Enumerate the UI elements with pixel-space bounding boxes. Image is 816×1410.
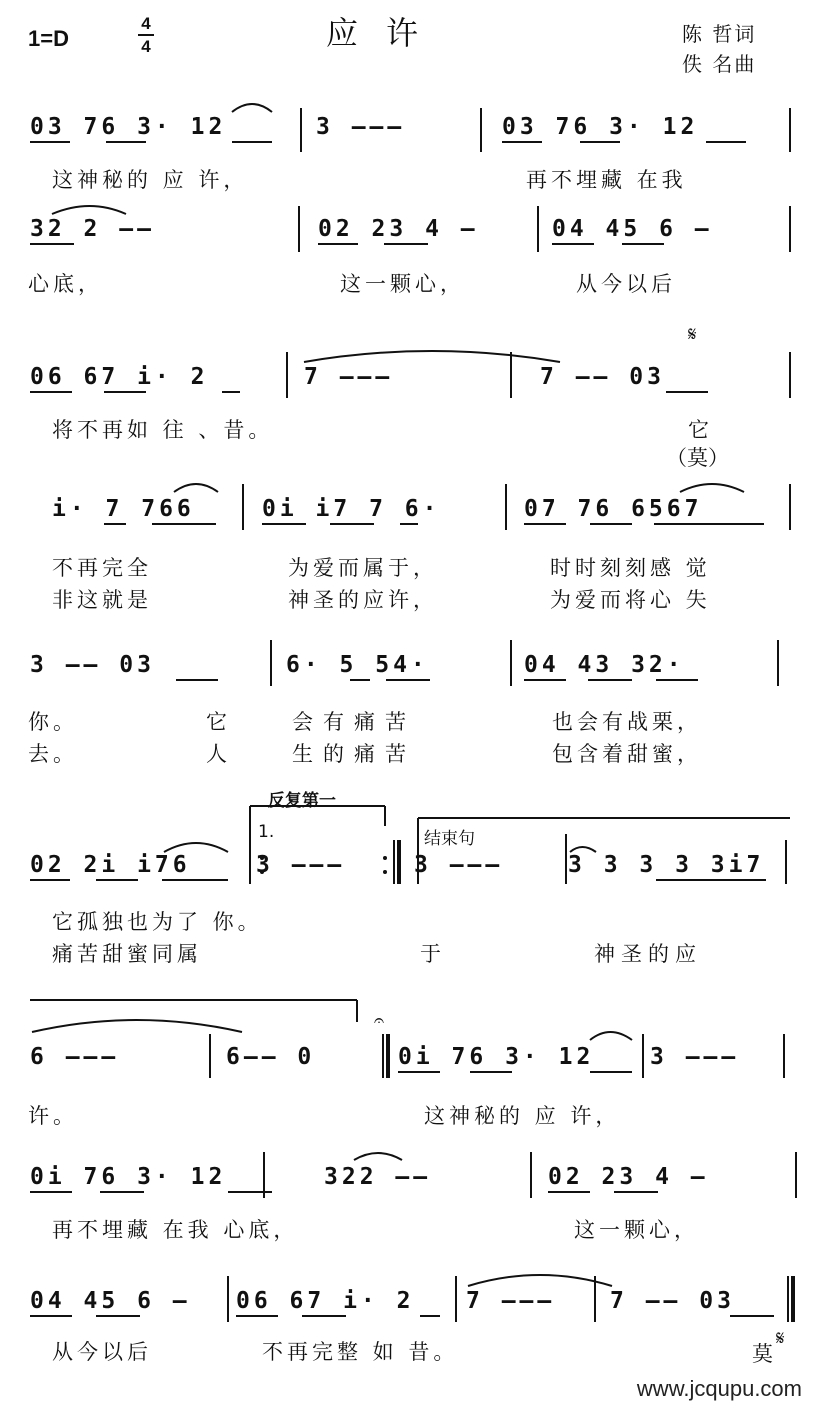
first-ending-mark: 1.: [258, 822, 275, 842]
lyric-line: 你。: [28, 710, 78, 734]
lyric-line: 再不埋藏 在我: [526, 168, 687, 192]
measure-notes: 02 23 4 —: [318, 216, 479, 242]
measure-notes: 03 76 3· 12: [502, 114, 699, 140]
measure-notes: 7 —— 03: [610, 1288, 735, 1314]
measure-notes: 7 ———: [304, 364, 394, 390]
measure-notes: 6· 5 54·: [286, 652, 429, 678]
lyric-line: 许。: [28, 1104, 78, 1128]
song-title: 应许: [326, 14, 447, 52]
lyric-line: 神圣的应许，: [288, 588, 438, 612]
lyric-line: 会有痛苦: [292, 710, 416, 734]
measure-notes: 02 2i i76: [30, 852, 191, 878]
measure-notes: 06 67 i· 2: [236, 1288, 415, 1314]
measure-notes: 07 76 6567: [524, 496, 703, 522]
measure-notes: 0i i7 7 6·: [262, 496, 441, 522]
segno-sign: 𝄋: [688, 322, 697, 346]
measure-notes: 7 —— 03: [540, 364, 665, 390]
lyric-line: 从今以后: [576, 272, 676, 296]
measure-notes: 04 43 32·: [524, 652, 685, 678]
lyric-line: 为爱而属于，: [288, 556, 438, 580]
composer-credit: 佚 名曲: [682, 52, 757, 76]
lyric-line: 这一颗心，: [574, 1218, 699, 1242]
fermata-sign: 𝄐: [374, 1010, 385, 1031]
key-signature: 1=D: [28, 26, 69, 51]
time-signature-bottom: 4: [141, 37, 151, 56]
measure-notes: 06 67 i· 2: [30, 364, 209, 390]
lyric-line: 它孤独也为了 你。: [52, 910, 263, 934]
lyric-line: 不再完整 如 昔。: [262, 1340, 459, 1364]
lyricist-credit: 陈 哲词: [682, 22, 757, 46]
measure-notes: 0i 76 3· 12: [398, 1044, 595, 1070]
ending-label: 结束句: [424, 829, 475, 849]
measure-notes: 6—— 0: [226, 1044, 316, 1070]
lyric-line: 这神秘的 应 许，: [424, 1104, 621, 1128]
lyric-line: 痛苦甜蜜同属: [52, 942, 202, 966]
lyric-line: 莫: [752, 1342, 777, 1366]
lyric-line: 再不埋藏 在我 心底，: [52, 1218, 299, 1242]
measure-notes: 3 3 3 3 3i7: [568, 852, 765, 878]
lyric-line: 人: [206, 742, 231, 766]
measure-notes: 3 ———: [256, 852, 346, 878]
segno-sign: 𝄋: [776, 1326, 785, 1350]
measure-notes: 3 ———: [414, 852, 504, 878]
measure-notes: 3 —— 03: [30, 652, 155, 678]
site-watermark: www.jcqupu.com: [636, 1376, 802, 1401]
lyric-line: 为爱而将心 失: [550, 588, 711, 612]
lyric-line: 时时刻刻感 觉: [550, 556, 711, 580]
lyric-line: 不再完全: [52, 556, 152, 580]
measure-notes: 02 23 4 —: [548, 1164, 709, 1190]
time-signature-top: 4: [141, 14, 151, 33]
lyric-line: 将不再如 往 、昔。: [52, 418, 274, 442]
lyric-line: 去。: [28, 742, 78, 766]
measure-notes: 03 76 3· 12: [30, 114, 227, 140]
measure-notes: 7 ———: [466, 1288, 556, 1314]
lyric-line: 这一颗心，: [340, 272, 465, 296]
lyric-line: 神圣的应: [594, 942, 702, 966]
lyric-line: 心底，: [28, 272, 103, 296]
lyric-line: 它: [688, 418, 713, 442]
measure-notes: 3 ———: [316, 114, 406, 140]
lyric-line: 这神秘的 应 许，: [52, 168, 249, 192]
lyric-line: 于: [420, 942, 445, 966]
measure-notes: 04 45 6 —: [30, 1288, 191, 1314]
lyric-line: 它: [206, 710, 231, 734]
lyric-line: 包含着甜蜜，: [552, 742, 702, 766]
repeat-label: 反复第一: [268, 791, 336, 811]
alt-lyric: （莫）: [666, 446, 729, 470]
measure-notes: 04 45 6 —: [552, 216, 713, 242]
measure-notes: 322 ——: [324, 1164, 432, 1190]
measure-notes: i· 7 766: [52, 496, 195, 522]
lyric-line: 也会有战栗，: [552, 710, 702, 734]
measure-notes: 32 2 ——: [30, 216, 155, 242]
measure-notes: 0i 76 3· 12: [30, 1164, 227, 1190]
lyric-line: 生的痛苦: [292, 742, 416, 766]
measure-notes: 6 ———: [30, 1044, 120, 1070]
lyric-line: 非这就是: [52, 588, 152, 612]
measure-notes: 3 ———: [650, 1044, 740, 1070]
lyric-line: 从今以后: [52, 1340, 152, 1364]
